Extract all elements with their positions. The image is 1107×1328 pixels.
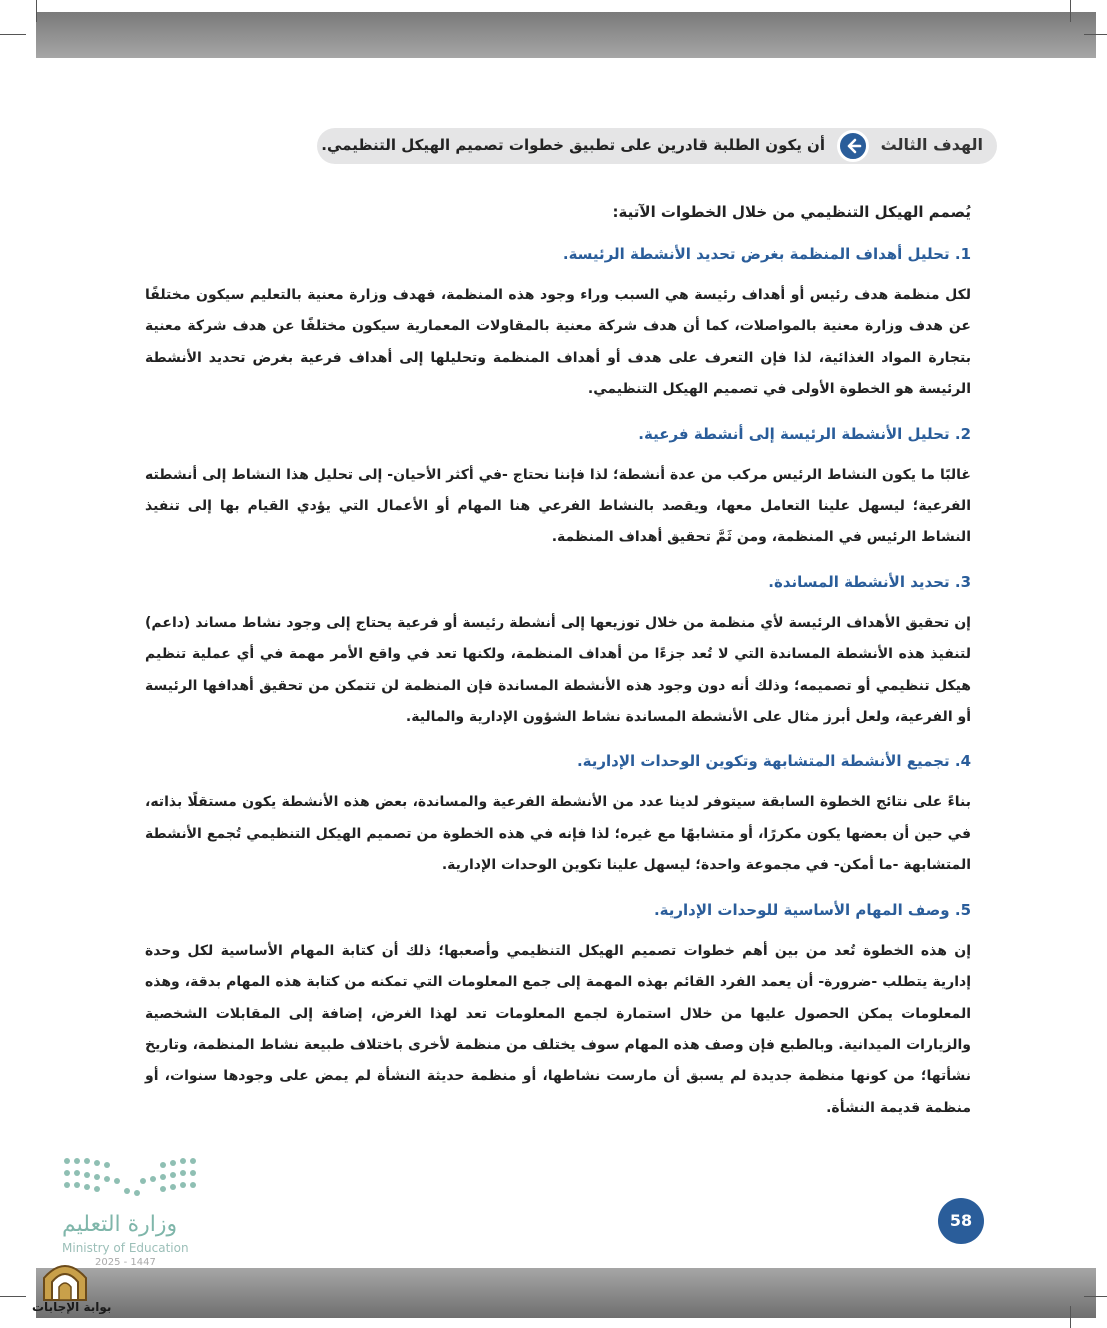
ministry-name-ar: وزارة التعليم [62,1212,178,1237]
crop-mark [1070,0,1071,22]
step-number: 4. [954,752,971,771]
step-body: غالبًا ما يكون النشاط الرئيس مركب من عدة أنشطة؛ لذا فإننا نحتاج -في أكثر الأحيان- إلى تحليل هذا النشاط إلى أنشطته الفرعية؛ ليسهل علينا التعامل معها، ويقصد بالنشاط الفرعي هنا المهام أو الأعمال التي يؤدي القيام بها إلى تنفيذ النشاط الرئيس في المنظمة، ومن ثَمَّ تحقيق أهداف المنظمة. [145,466,971,546]
step-number: 2. [954,424,971,443]
crop-mark [1084,1296,1107,1297]
goal-banner [317,128,997,164]
watermark-text: بوابة الإجابات [32,1300,112,1314]
step-number: 1. [954,245,971,263]
top-margin-bar [36,12,1096,58]
ministry-name-en: Ministry of Education [62,1241,189,1255]
step-title: وصف المهام الأساسية للوحدات الإدارية. [653,900,950,919]
crop-mark [0,34,26,35]
watermark-logo-icon [30,1256,100,1328]
step-title: تجميع الأنشطة المتشابهة وتكوين الوحدات الإدارية. [576,752,950,771]
step-heading [145,745,971,777]
edition-year: 2025 - 1447 [95,1257,156,1268]
main-content [145,196,971,1136]
goal-label: الهدف الثالث [880,135,983,154]
step-body: إن تحقيق الأهداف الرئيسة لأي منظمة من خلال توزيعها إلى أنشطة رئيسة أو فرعية يحتاج إلى وجود نشاط مساند (داعم) لتنفيذ هذه الأنشطة المساندة التي لا تُعد جزءًا من أهداف المنظمة، ولكنها تعد في واقع الأمر مهمة في أي عملية تنظيم هيكل تنظيمي أو تصميمه؛ وذلك أنه دون وجود هذه الأنشطة المساندة فإن المنظمة لن تتمكن من تحقيق أهدافها الرئيسة أو الفرعية، ولعل أبرز مثال على الأنشطة المساندة نشاط الشؤون الإدارية والمالية. [145,614,971,726]
step-number: 5. [954,900,971,919]
step-title: تحليل الأنشطة الرئيسة إلى أنشطة فرعية. [638,424,950,443]
step-number: 3. [954,572,971,591]
intro-text: يُصمم الهيكل التنظيمي من خلال الخطوات الآتية: [612,203,971,221]
bottom-margin-bar [36,1268,1096,1318]
step-heading [145,238,971,270]
step-heading [145,894,971,926]
crop-mark [36,0,37,22]
arrow-left-icon [837,130,869,162]
goal-text: أن يكون الطلبة قادرين على تطبيق خطوات تصميم الهيكل التنظيمي. [321,136,825,154]
step-body: إن هذه الخطوة تُعد من بين أهم خطوات تصميم الهيكل التنظيمي وأصعبها؛ ذلك أن كتابة المهام الأساسية لكل وحدة إدارية يتطلب -ضرورة- أن يعمد الفرد القائم بهذه المهمة إلى جمع المعلومات التي تمكنه من كتابة هذه المهام بدقة، وهذه المعلومات يمكن الحصول عليها من خلال استمارة لجمع المعلومات تعد لهذا الغرض، إضافة إلى المقابلات الشخصية والزيارات الميدانية. وبالطبع فإن وصف هذه المهام سوف يختلف من منظمة لأخرى باختلاف طبيعة نشاط المنظمة، وتاريخ نشأتها؛ من كونها منظمة جديدة لم يسبق أن مارست نشاطها، أو منظمة حديثة النشأة لم يمض على وجودها سنوات، أو منظمة قديمة النشأة. [145,942,971,1116]
step-body: لكل منظمة هدف رئيس أو أهداف رئيسة هي السبب وراء وجود هذه المنظمة، فهدف وزارة معنية بالتعليم سيكون مختلفًا عن هدف وزارة معنية بالمواصلات، كما أن هدف شركة معنية بالمقاولات المعمارية سيكون مختلفًا عن هدف شركة معنية بتجارة المواد الغذائية، لذا فإن التعرف على هدف أو أهداف المنظمة وتحليلها إلى أهداف فرعية بغرض تحديد الأنشطة الرئيسة هو الخطوة الأولى في تصميم الهيكل التنظيمي. [145,287,971,398]
crop-mark [0,1296,26,1297]
crop-mark [1084,34,1107,35]
step-heading [145,566,971,598]
crop-mark [1070,1306,1071,1328]
step-title: تحليل أهداف المنظمة بغرض تحديد الأنشطة الرئيسة. [562,245,950,263]
step-body: بناءً على نتائج الخطوة السابقة سيتوفر لدينا عدد من الأنشطة الفرعية والمساندة، بعض هذه الأنشطة يكون مستقلًا بذاته، في حين أن بعضها يكون مكررًا، أو متشابهًا مع غيره؛ لذا فإنه في هذه الخطوة من تصميم الهيكل التنظيمي تُجمع الأنشطة المتشابهة -ما أمكن- في مجموعة واحدة؛ ليسهل علينا تكوين الوحدات الإدارية. [145,794,971,874]
step-title: تحديد الأنشطة المساندة. [768,572,950,591]
page-number: 58 [938,1198,984,1244]
step-heading [145,418,971,450]
